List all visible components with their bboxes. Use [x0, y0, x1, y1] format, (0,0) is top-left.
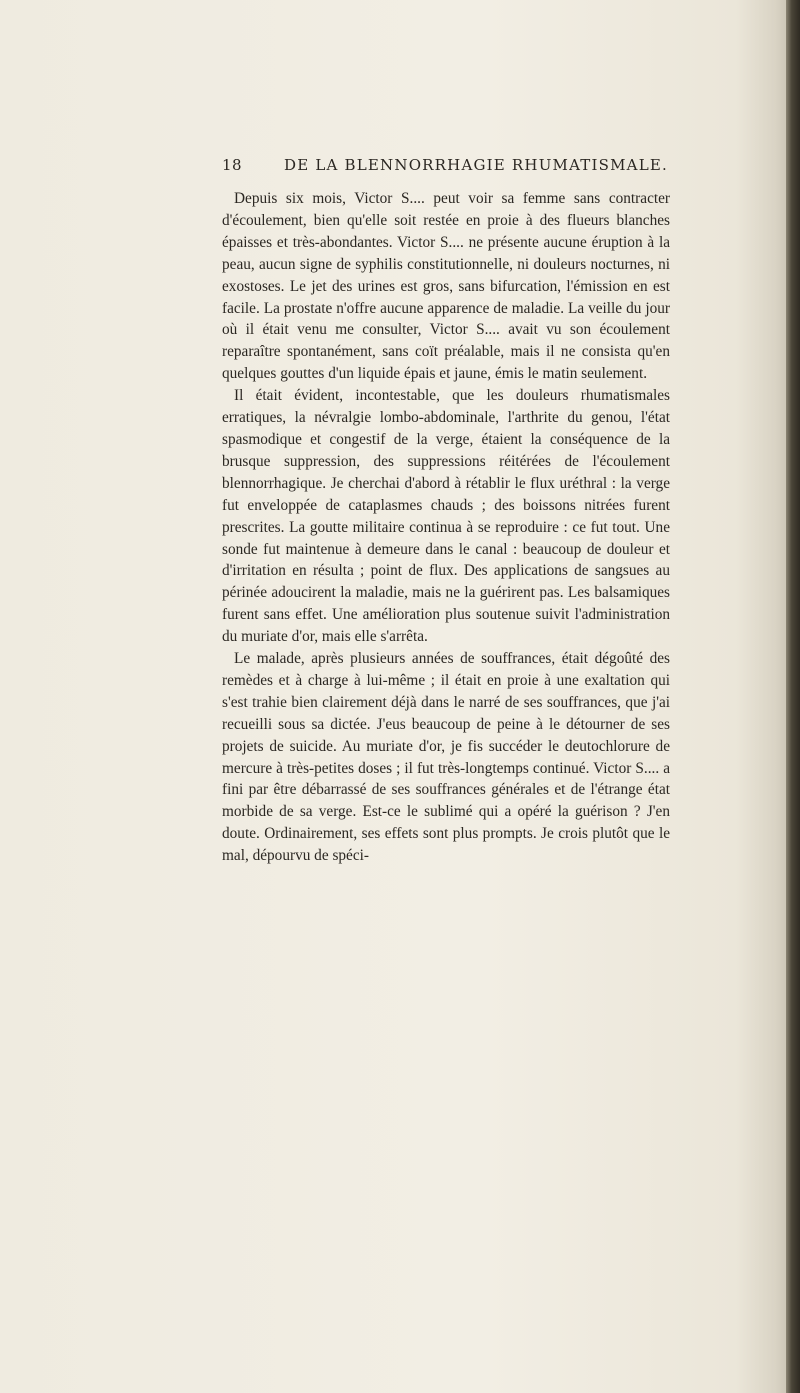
- paragraph: Depuis six mois, Victor S.... peut voir sa femme sans contracter d'écoulement, bien qu'elle soit restée en proie à des flueurs blanches épaisses et très-abondantes. Victor S.... ne présente aucune éruption à la peau, aucun signe de syphilis constitutionnelle, ni douleurs nocturnes, ni exostoses. Le jet des urines est gros, sans bifurcation, l'émission en est facile. La prostate n'offre aucune apparence de maladie. La veille du jour où il était venu me consulter, Victor S.... avait vu son écoulement reparaître spontanément, sans coït préalable, mais il ne consista qu'en quelques gouttes d'un liquide épais et jaune, émis le matin seulement.: [222, 190, 670, 383]
- body-text: [222, 188, 670, 867]
- page-number: 18: [222, 156, 243, 174]
- running-head: [222, 156, 682, 178]
- page-binding-edge: [786, 0, 800, 1393]
- paragraph: Le malade, après plusieurs années de souffrances, était dégoûté des remèdes et à charge à lui-même ; il était en proie à une exaltation qui s'est trahie bien clairement déjà dans le narré de ses souffrances, que j'ai recueilli sous sa dictée. J'eus beaucoup de peine à le détourner de ses projets de suicide. Au muriate d'or, je fis succéder le deutochlorure de mercure à très-petites doses ; il fut très-longtemps continué. Victor S.... a fini par être débarrassé de ses souffrances générales et de l'étrange état morbide de sa verge. Est-ce le sublimé qui a opéré la guérison ? J'en doute. Ordinairement, ses effets sont plus prompts. Je crois plutôt que le mal, dépourvu de spéci-: [222, 650, 670, 865]
- paragraph: Il était évident, incontestable, que les douleurs rhumatismales erratiques, la névralgie lombo-abdominale, l'arthrite du genou, l'état spasmodique et congestif de la verge, étaient la conséquence de la brusque suppression, des suppressions réitérées de l'écoulement blennorrhagique. Je cherchai d'abord à rétablir le flux uréthral : la verge fut enveloppée de cataplasmes chauds ; des boissons nitrées furent prescrites. La goutte militaire continua à se reproduire : ce fut tout. Une sonde fut maintenue à demeure dans le canal : beaucoup de douleur et d'irritation en résulta ; point de flux. Des applications de sangsues au périnée adoucirent la maladie, mais ne la guérirent pas. Les balsamiques furent sans effet. Une amélioration plus soutenue suivit l'administration du muriate d'or, mais elle s'arrêta.: [222, 387, 670, 646]
- running-title: DE LA BLENNORRHAGIE RHUMATISMALE.: [284, 156, 668, 174]
